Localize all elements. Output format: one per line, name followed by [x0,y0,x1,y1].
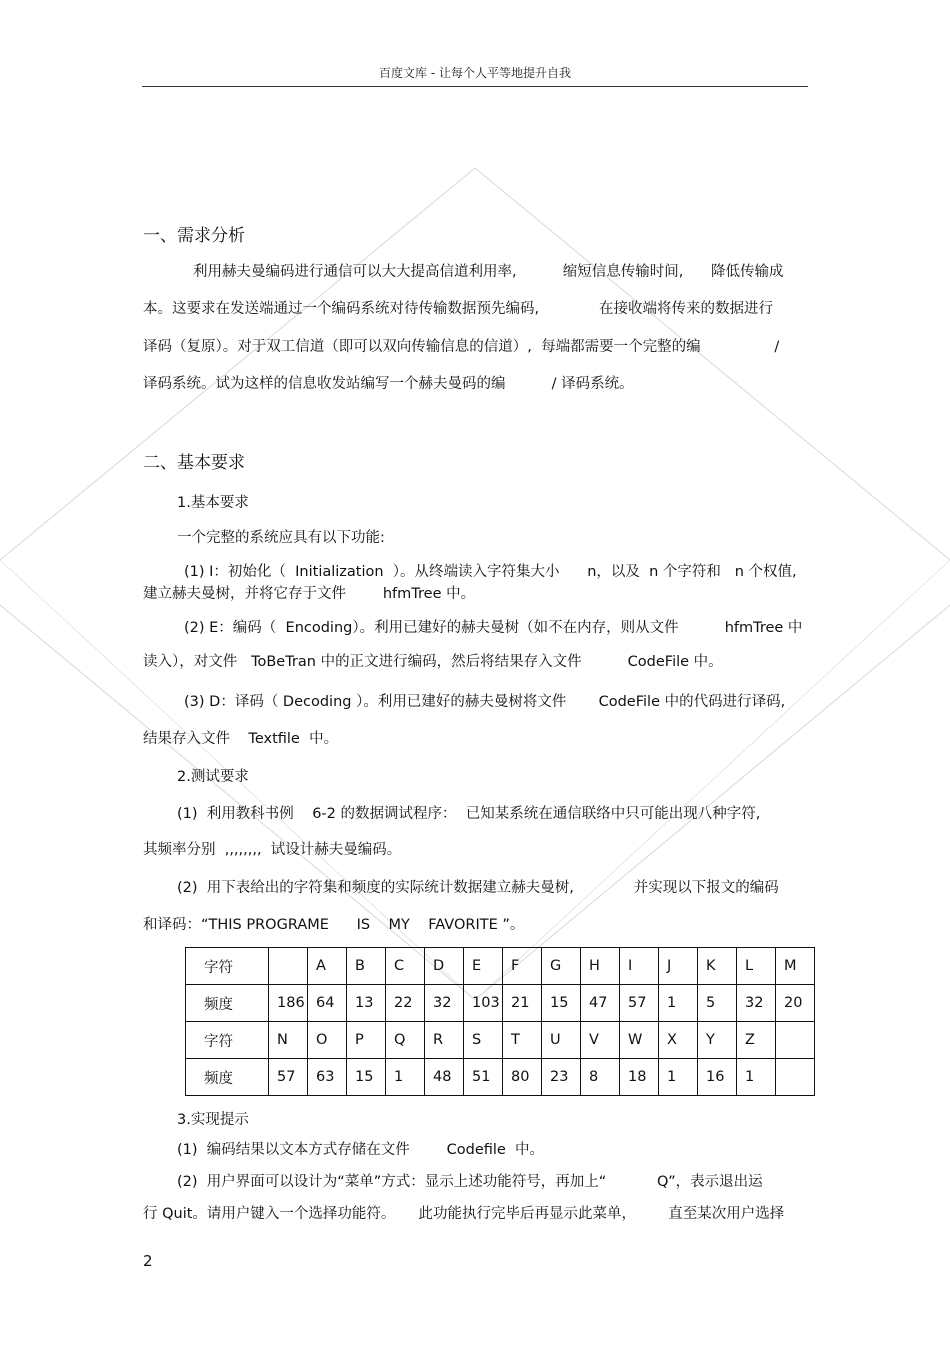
paragraph-line: 行 Quit。请用户键入一个选择功能符。 此功能执行完毕后再显示此菜单， 直至某次用户选择 [143,1206,785,1222]
table-cell: 63 [308,1059,347,1096]
table-cell: D [425,948,464,985]
table-row [186,1022,815,1059]
section-title-requirements-analysis: 一、需求分析 [143,226,245,246]
table-cell: Z [737,1022,776,1059]
table-cell [776,1022,815,1059]
table-cell: 48 [425,1059,464,1096]
table-cell: M [776,948,815,985]
paragraph-line: 读入），对文件 ToBeTran 中的正文进行编码，然后将结果存入文件 CodeFile 中。 [143,654,723,670]
table-cell: A [308,948,347,985]
paragraph-line: (1) 编码结果以文本方式存储在文件 Codefile 中。 [177,1142,545,1158]
table-cell: 1 [386,1059,425,1096]
table-cell: 57 [269,1059,308,1096]
table-cell: T [503,1022,542,1059]
table-cell: B [347,948,386,985]
table-cell: 8 [581,1059,620,1096]
table-cell: N [269,1022,308,1059]
table-cell: J [659,948,698,985]
table-cell: 80 [503,1059,542,1096]
table-row [186,1059,815,1096]
table-cell: 47 [581,985,620,1022]
paragraph-line: (2) E：编码（ Encoding）。利用已建好的赫夫曼树（如不在内存，则从文件 hfmTree 中 [184,620,803,636]
table-cell-label: 字符 [186,948,269,985]
table-row [186,948,815,985]
table-cell: G [542,948,581,985]
table-cell-label: 频度 [186,985,269,1022]
paragraph-line: 结果存入文件 Textfile 中。 [143,731,339,747]
table-cell: 5 [698,985,737,1022]
table-cell: O [308,1022,347,1059]
paragraph-line: 其频率分别 ,,,,,,,, 试设计赫夫曼编码。 [143,842,402,858]
table-cell: X [659,1022,698,1059]
table-cell: W [620,1022,659,1059]
paragraph-line: 译码（复原）。对于双工信道（即可以双向传输信息的信道）, 每端都需要一个完整的编 / [143,339,780,355]
table-cell: 22 [386,985,425,1022]
header-divider [142,86,808,87]
table-cell: K [698,948,737,985]
table-cell: 32 [737,985,776,1022]
page-header: 百度文库 - 让每个人平等地提升自我 [379,66,571,80]
table-cell: R [425,1022,464,1059]
page-number: 2 [143,1252,153,1270]
table-cell: 13 [347,985,386,1022]
subsection-title: 2.测试要求 [177,769,249,785]
paragraph-line: 译码系统。试为这样的信息收发站编写一个赫夫曼码的编 / 译码系统。 [143,376,634,392]
paragraph-line: 一个完整的系统应具有以下功能: [177,530,385,546]
table-cell: S [464,1022,503,1059]
table-cell: 186 [269,985,308,1022]
paragraph-line: 建立赫夫曼树，并将它存于文件 hfmTree 中。 [143,586,476,602]
table-cell: 64 [308,985,347,1022]
table-cell: 18 [620,1059,659,1096]
paragraph-line: (2) 用下表给出的字符集和频度的实际统计数据建立赫夫曼树, 并实现以下报文的编码 [177,880,779,896]
paragraph-line: (1) 利用教科书例 6-2 的数据调试程序： 已知某系统在通信联络中只可能出现八种字符, [177,806,761,822]
paragraph-line: 和译码：“THIS PROGRAME IS MY FAVORITE ”。 [143,917,525,933]
table-cell: L [737,948,776,985]
table-cell: F [503,948,542,985]
table-cell: 21 [503,985,542,1022]
frequency-table [185,947,815,1096]
table-cell: 1 [659,985,698,1022]
table-cell: 15 [347,1059,386,1096]
table-cell: 57 [620,985,659,1022]
table-cell: 20 [776,985,815,1022]
table-cell: 32 [425,985,464,1022]
table-cell: Q [386,1022,425,1059]
subsection-title: 1.基本要求 [177,495,249,511]
table-cell-label: 字符 [186,1022,269,1059]
table-row [186,985,815,1022]
table-cell [269,948,308,985]
table-cell: 16 [698,1059,737,1096]
paragraph-line: 本。这要求在发送端通过一个编码系统对待传输数据预先编码, 在接收端将传来的数据进行 [143,301,774,317]
table-cell: Y [698,1022,737,1059]
subsection-title: 3.实现提示 [177,1112,249,1128]
table-cell: I [620,948,659,985]
table-cell [776,1059,815,1096]
table-cell: 103 [464,985,503,1022]
table-cell: 1 [737,1059,776,1096]
table-cell: 1 [659,1059,698,1096]
table-cell: 51 [464,1059,503,1096]
paragraph-line: (1) I：初始化（ Initialization ）。从终端读入字符集大小 n，以及 n 个字符和 n 个权值, [184,564,797,580]
table-cell: V [581,1022,620,1059]
table-cell: P [347,1022,386,1059]
table-cell: 23 [542,1059,581,1096]
section-title-basic-requirements: 二、基本要求 [143,453,245,473]
paragraph-line: (3) D：译码（ Decoding ）。利用已建好的赫夫曼树将文件 CodeFile 中的代码进行译码, [184,694,786,710]
table-cell-label: 频度 [186,1059,269,1096]
table-cell: 15 [542,985,581,1022]
table-cell: E [464,948,503,985]
paragraph-line: 利用赫夫曼编码进行通信可以大大提高信道利用率, 缩短信息传输时间, 降低传输成 [193,264,784,280]
table-cell: H [581,948,620,985]
table-cell: C [386,948,425,985]
paragraph-line: (2) 用户界面可以设计为“菜单”方式：显示上述功能符号，再加上“ Q”，表示退出运 [177,1174,763,1190]
table-cell: U [542,1022,581,1059]
